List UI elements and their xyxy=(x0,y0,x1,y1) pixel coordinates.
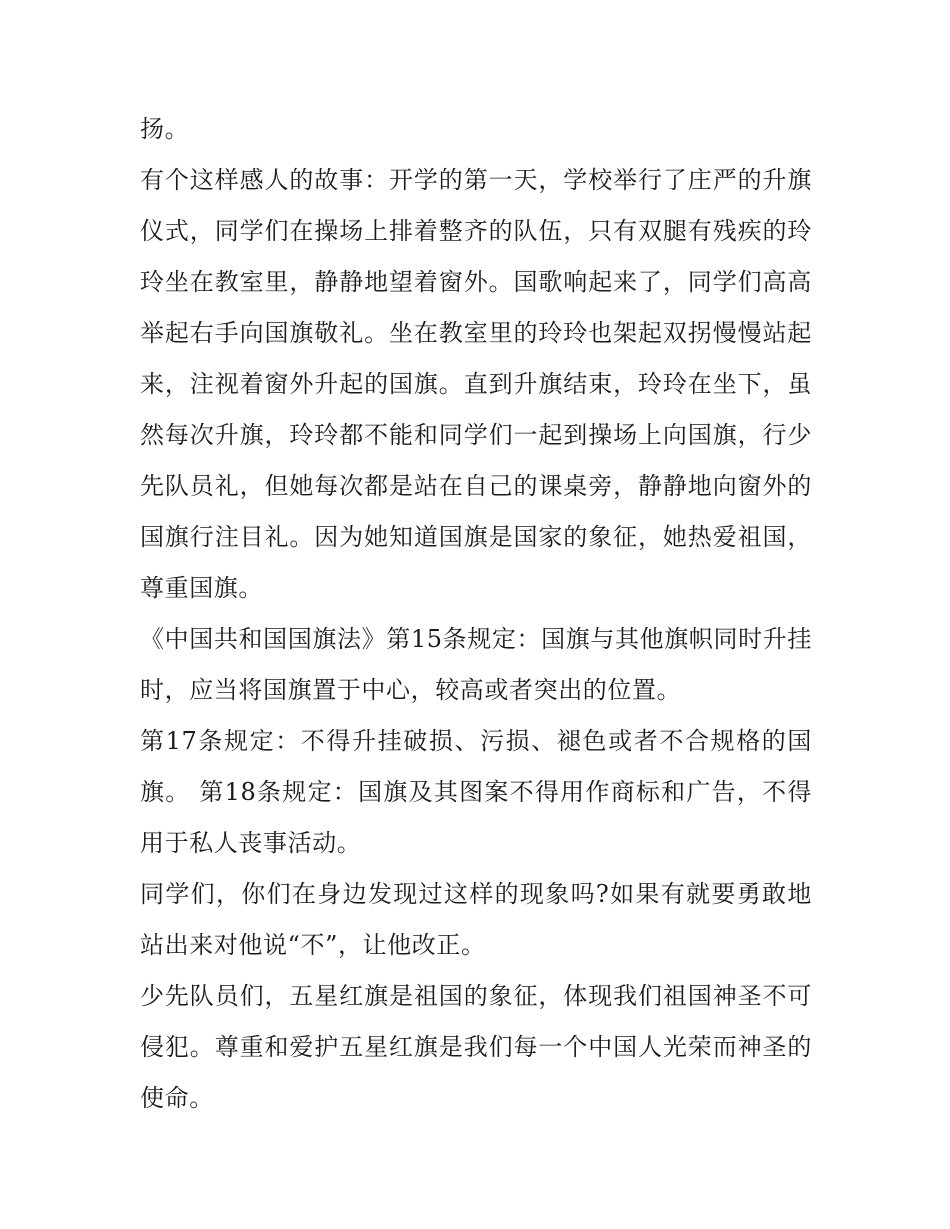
paragraph-law-article-15: 《中国共和国国旗法》第15条规定：国旗与其他旗帜同时升挂时，应当将国旗置于中心，较高或者突出的位置。 xyxy=(140,625,812,704)
paragraph-law-articles-17-18: 第17条规定：不得升挂破损、污损、褪色或者不合规格的国旗。 第18条规定：国旗及其图案不得用作商标和广告，不得用于私人丧事活动。 xyxy=(140,727,812,857)
paragraph-story: 有个这样感人的故事：开学的第一天，学校举行了庄严的升旗仪式，同学们在操场上排着整齐的队伍，只有双腿有残疾的玲玲坐在教室里，静静地望着窗外。国歌响起来了，同学们高高举起右手向国旗敬礼。坐在教室里的玲玲也架起双拐慢慢站起来，注视着窗外升起的国旗。直到升旗结束，玲玲在坐下，虽然每次升旗，玲玲都不能和同学们一起到操场上向国旗，行少先队员礼，但她每次都是站在自己的课桌旁，静静地向窗外的国旗行注目礼。因为她知道国旗是国家的象征，她热爱祖国，尊重国旗。 xyxy=(140,166,812,602)
paragraph-question: 同学们，你们在身边发现过这样的现象吗?如果有就要勇敢地站出来对他说“不”，让他改正。 xyxy=(140,880,812,959)
paragraph-conclusion: 少先队员们，五星红旗是祖国的象征，体现我们祖国神圣不可侵犯。尊重和爱护五星红旗是我们每一个中国人光荣而神圣的使命。 xyxy=(140,982,812,1112)
paragraph-continuation: 扬。 xyxy=(140,115,190,143)
document-body xyxy=(140,104,812,1124)
